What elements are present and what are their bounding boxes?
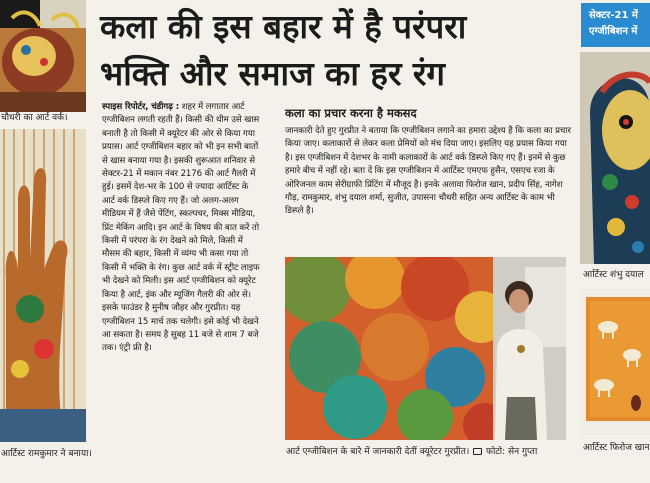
headline-line-1: कला की इस बहार में है परंपरा: [100, 7, 467, 46]
caption-right-bottom: आर्टिस्ट फिरोज खान: [583, 443, 650, 453]
photo-cow-artwork: [0, 0, 86, 112]
photo-animals-painting: [580, 289, 650, 435]
blue-box-line-1: सेक्टर-21 में: [589, 10, 638, 21]
camera-icon: [473, 448, 482, 455]
blue-box-line-2: एग्जीबिशन में: [589, 26, 638, 37]
caption-center-text: आर्ट एग्जीबिशन के बारे में जानकारी देतीं क्यूरेटर गुरप्रीत।: [286, 447, 470, 457]
photo-hand-sculpture: [0, 129, 86, 442]
blue-info-box: [581, 3, 650, 47]
right-article-column: [285, 125, 573, 219]
byline: स्पाइस रिपोर्टर, चंडीगढ़ :: [102, 102, 180, 112]
headline-line-2: भक्ति और समाज का हर रंग: [100, 54, 446, 93]
caption-right-mid: आर्टिस्ट शंभु दयाल: [583, 270, 644, 280]
caption-left-bottom: आर्टिस्ट रामकुमार ने बनाया।: [1, 449, 92, 459]
caption-left-top: चौधरी का आर्ट वर्क।: [1, 113, 68, 123]
right-paragraph: जानकारी देते हुए गुरप्रीत ने बताया कि एग्जीबिशन लगाने का हमारा उद्देश्य है कि कला का प्रचार किया जाए। कलाकारों से लेकर कला प्रेमियों को मंच दिया जाए। इसलिए यह प्रयास किया गया है। इस एग्जीबिशन में देशभर के नामी कलाकारों के आर्ट वर्क डिस्प्ले किए गए हैं। इनमें से कुछ हमारे बीच में नहीं रहे। बता दें कि इस एग्जीबिशन में आर्टिस्ट एमएफ हुसैन, एसएच रजा के ओरिजनल काम सेरीग्राफी प्रिंटिंग में मौजूद है। इनके अलावा फिरोज खान, प्रदीप सिंह, नागेश गौड़, रामकुमार, शंभु दयाल शर्मा, सुजीत, उपासना चौधरी सहित अन्य आर्टिस्ट के काम भी डिस्प्ले है।: [285, 126, 571, 217]
left-column-text: [102, 101, 262, 356]
photo-credit: फोटो: सेन गुप्ता: [486, 447, 538, 457]
left-column-paragraph: आर्ट एग्जीबिशन लगती रहती हैं। किसी की थीम उसे खास बनाती है तो किसी में क्यूरेटर की ओर से किया गया प्रयास। आर्ट एग्जीबिशन बहार को भी इन सभी बातों से खास बनाया गया है। इसकी शुरूआत शनिवार से सेक्टर-21 में मकान नंबर 2176 की आर्ट गैलरी में हुई। इसमें देश-भर के 100 से ज्यादा आर्टिस्ट के आर्ट वर्क डिस्प्ले किए गए हैं। जो अलग-अलग मीडियम में हैं जैसे पेंटिंग, स्कल्पचर, मिक्स मीडिया, प्रिंट मेकिंग आदि। इन आर्ट के विषय की बात करें तो किसी में परंपरा के रंग देखने को मिले, किसी में मौसम की बहार, किसी में व्यंग्य भी कसा गया तो किसी में भक्ति के रंग। कुछ आर्ट वर्क में स्ट्रीट लाइफ भी देखने को मिली। इस आर्ट एग्जीबिशन को क्यूरेट किया है आर्ट, इंक और म्यूजिंग गैलरी की ओर से। इसके फाउंडर है मुनीष जौहर और गुरप्रीत। यह एग्जीबिशन 15 मार्च तक चलेगी। इसे कोई भी देखने आ सकता है। समय है सुबह 11 बजे से शाम 7 बजे तक। एंट्री फ्री है।: [102, 102, 260, 354]
left-column-first-line: शहर में लगातार: [181, 102, 229, 112]
subhead: कला का प्रचार करना है मकसद: [285, 106, 417, 120]
photo-curator-with-painting: [285, 257, 566, 440]
photo-face-artwork: [580, 52, 650, 264]
caption-center-photo: [286, 447, 537, 458]
left-article-column: [102, 101, 262, 356]
